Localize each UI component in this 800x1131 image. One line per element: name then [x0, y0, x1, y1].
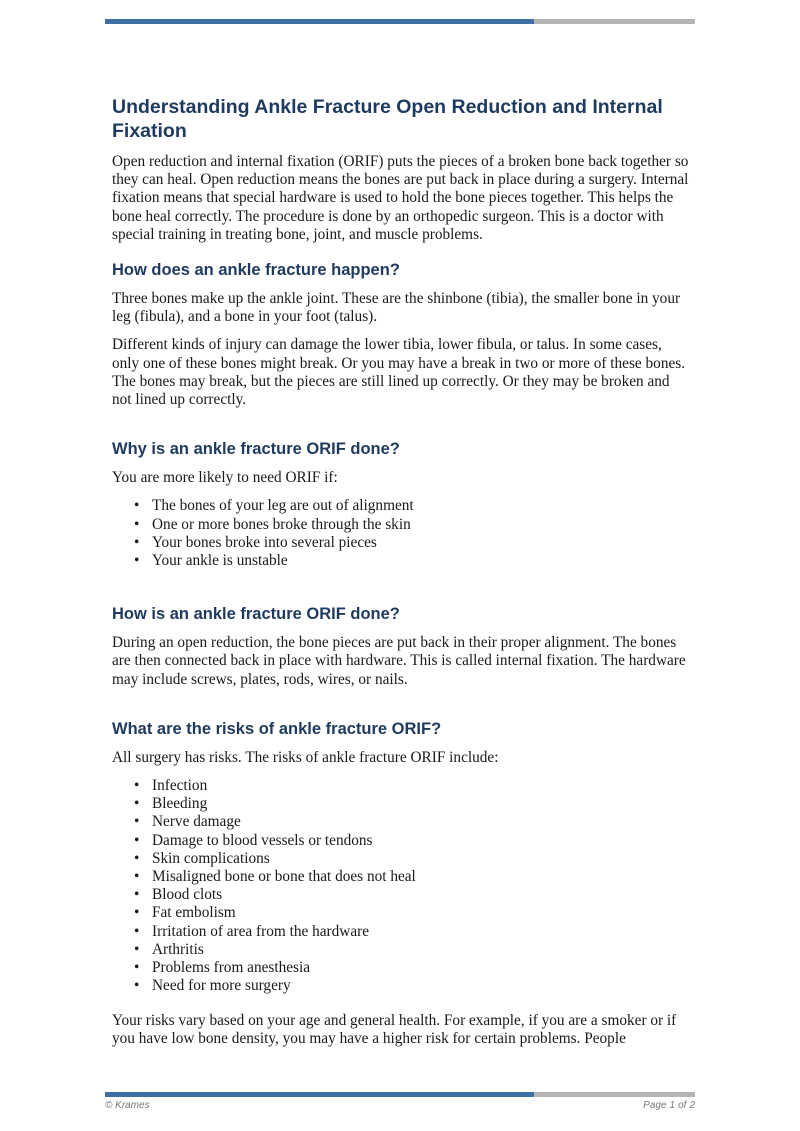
page-number: [643, 1100, 695, 1111]
section4-paragraph-1: All surgery has risks. The risks of ankle fracture ORIF include:: [112, 748, 499, 766]
section4-paragraph-2: Your risks vary based on your age and general health. For example, if you are a smoker or if you have low bone density, you may have a higher risk for certain problems. People: [112, 1011, 677, 1047]
list-item: • Irritation of area from the hardware: [132, 923, 692, 941]
section-heading-how-done: How is an ankle fracture ORIF done?: [112, 605, 400, 624]
risks-list: [132, 777, 692, 995]
list-item: • Infection: [132, 777, 692, 795]
section2-paragraph-1: You are more likely to need ORIF if:: [112, 469, 338, 487]
header-rule: [105, 19, 695, 24]
list-item: • The bones of your leg are out of alignment: [132, 497, 692, 515]
page-total: 2: [689, 1100, 695, 1111]
page-title: Understanding Ankle Fracture Open Reduction and Internal Fixation: [112, 96, 663, 142]
list-item: • Misaligned bone or bone that does not heal: [132, 868, 692, 886]
section1-paragraph-2: Different kinds of injury can damage the lower tibia, lower fibula, or talus. In some cases, only one of these bones might break. Or you may have a break in two or more of these bones. The bones may break, but the pieces are still lined up correctly. Or they may be broken and not lined up correctly.: [112, 336, 686, 409]
list-item: • Nerve damage: [132, 813, 692, 831]
header-rule-gray: [534, 19, 695, 24]
list-item: • Arthritis: [132, 941, 692, 959]
footer-rule: [105, 1092, 695, 1097]
header-rule-accent: [105, 19, 534, 24]
page-footer: [105, 1100, 695, 1111]
intro-paragraph: Open reduction and internal fixation (ORIF) puts the pieces of a broken bone back together so they can heal. Open reduction means the bones are put back in place during a surgery. Internal fixation means that special hardware is used to hold the bone pieces together. This helps the bone heal correctly. The procedure is done by an orthopedic surgeon. This is a doctor with special training in treating bone, joint, and muscle problems.: [112, 153, 689, 243]
footer-rule-gray: [534, 1092, 695, 1097]
list-item: • Blood clots: [132, 886, 692, 904]
page-label: Page: [643, 1100, 667, 1111]
list-item: • Fat embolism: [132, 904, 692, 922]
list-item: • Damage to blood vessels or tendons: [132, 832, 692, 850]
document-body: [112, 95, 692, 1048]
section-heading-risks: What are the risks of ankle fracture ORIF?: [112, 719, 442, 738]
page-of: of: [678, 1100, 687, 1111]
alignment-reasons-list: [132, 497, 692, 570]
list-item: • Your ankle is unstable: [132, 552, 692, 570]
list-item: • Bleeding: [132, 795, 692, 813]
list-item: • Skin complications: [132, 850, 692, 868]
section-heading-why-done: Why is an ankle fracture ORIF done?: [112, 440, 400, 459]
list-item: • Need for more surgery: [132, 977, 692, 995]
page-current: 1: [669, 1100, 676, 1111]
copyright-text: © Krames: [105, 1100, 150, 1111]
section3-paragraph-1: During an open reduction, the bone pieces are put back in their proper alignment. The bones are then connected back in place with hardware. This is called internal fixation. The hardware may include screws, plates, rods, wires, or nails.: [112, 634, 686, 688]
section1-paragraph-1: Three bones make up the ankle joint. These are the shinbone (tibia), the smaller bone in your leg (fibula), and a bone in your foot (talus).: [112, 290, 681, 326]
list-item: • Problems from anesthesia: [132, 959, 692, 977]
footer-rule-accent: [105, 1092, 534, 1097]
list-item: • Your bones broke into several pieces: [132, 534, 692, 552]
section-heading-how-happen: How does an ankle fracture happen?: [112, 261, 400, 280]
list-item: • One or more bones broke through the skin: [132, 516, 692, 534]
